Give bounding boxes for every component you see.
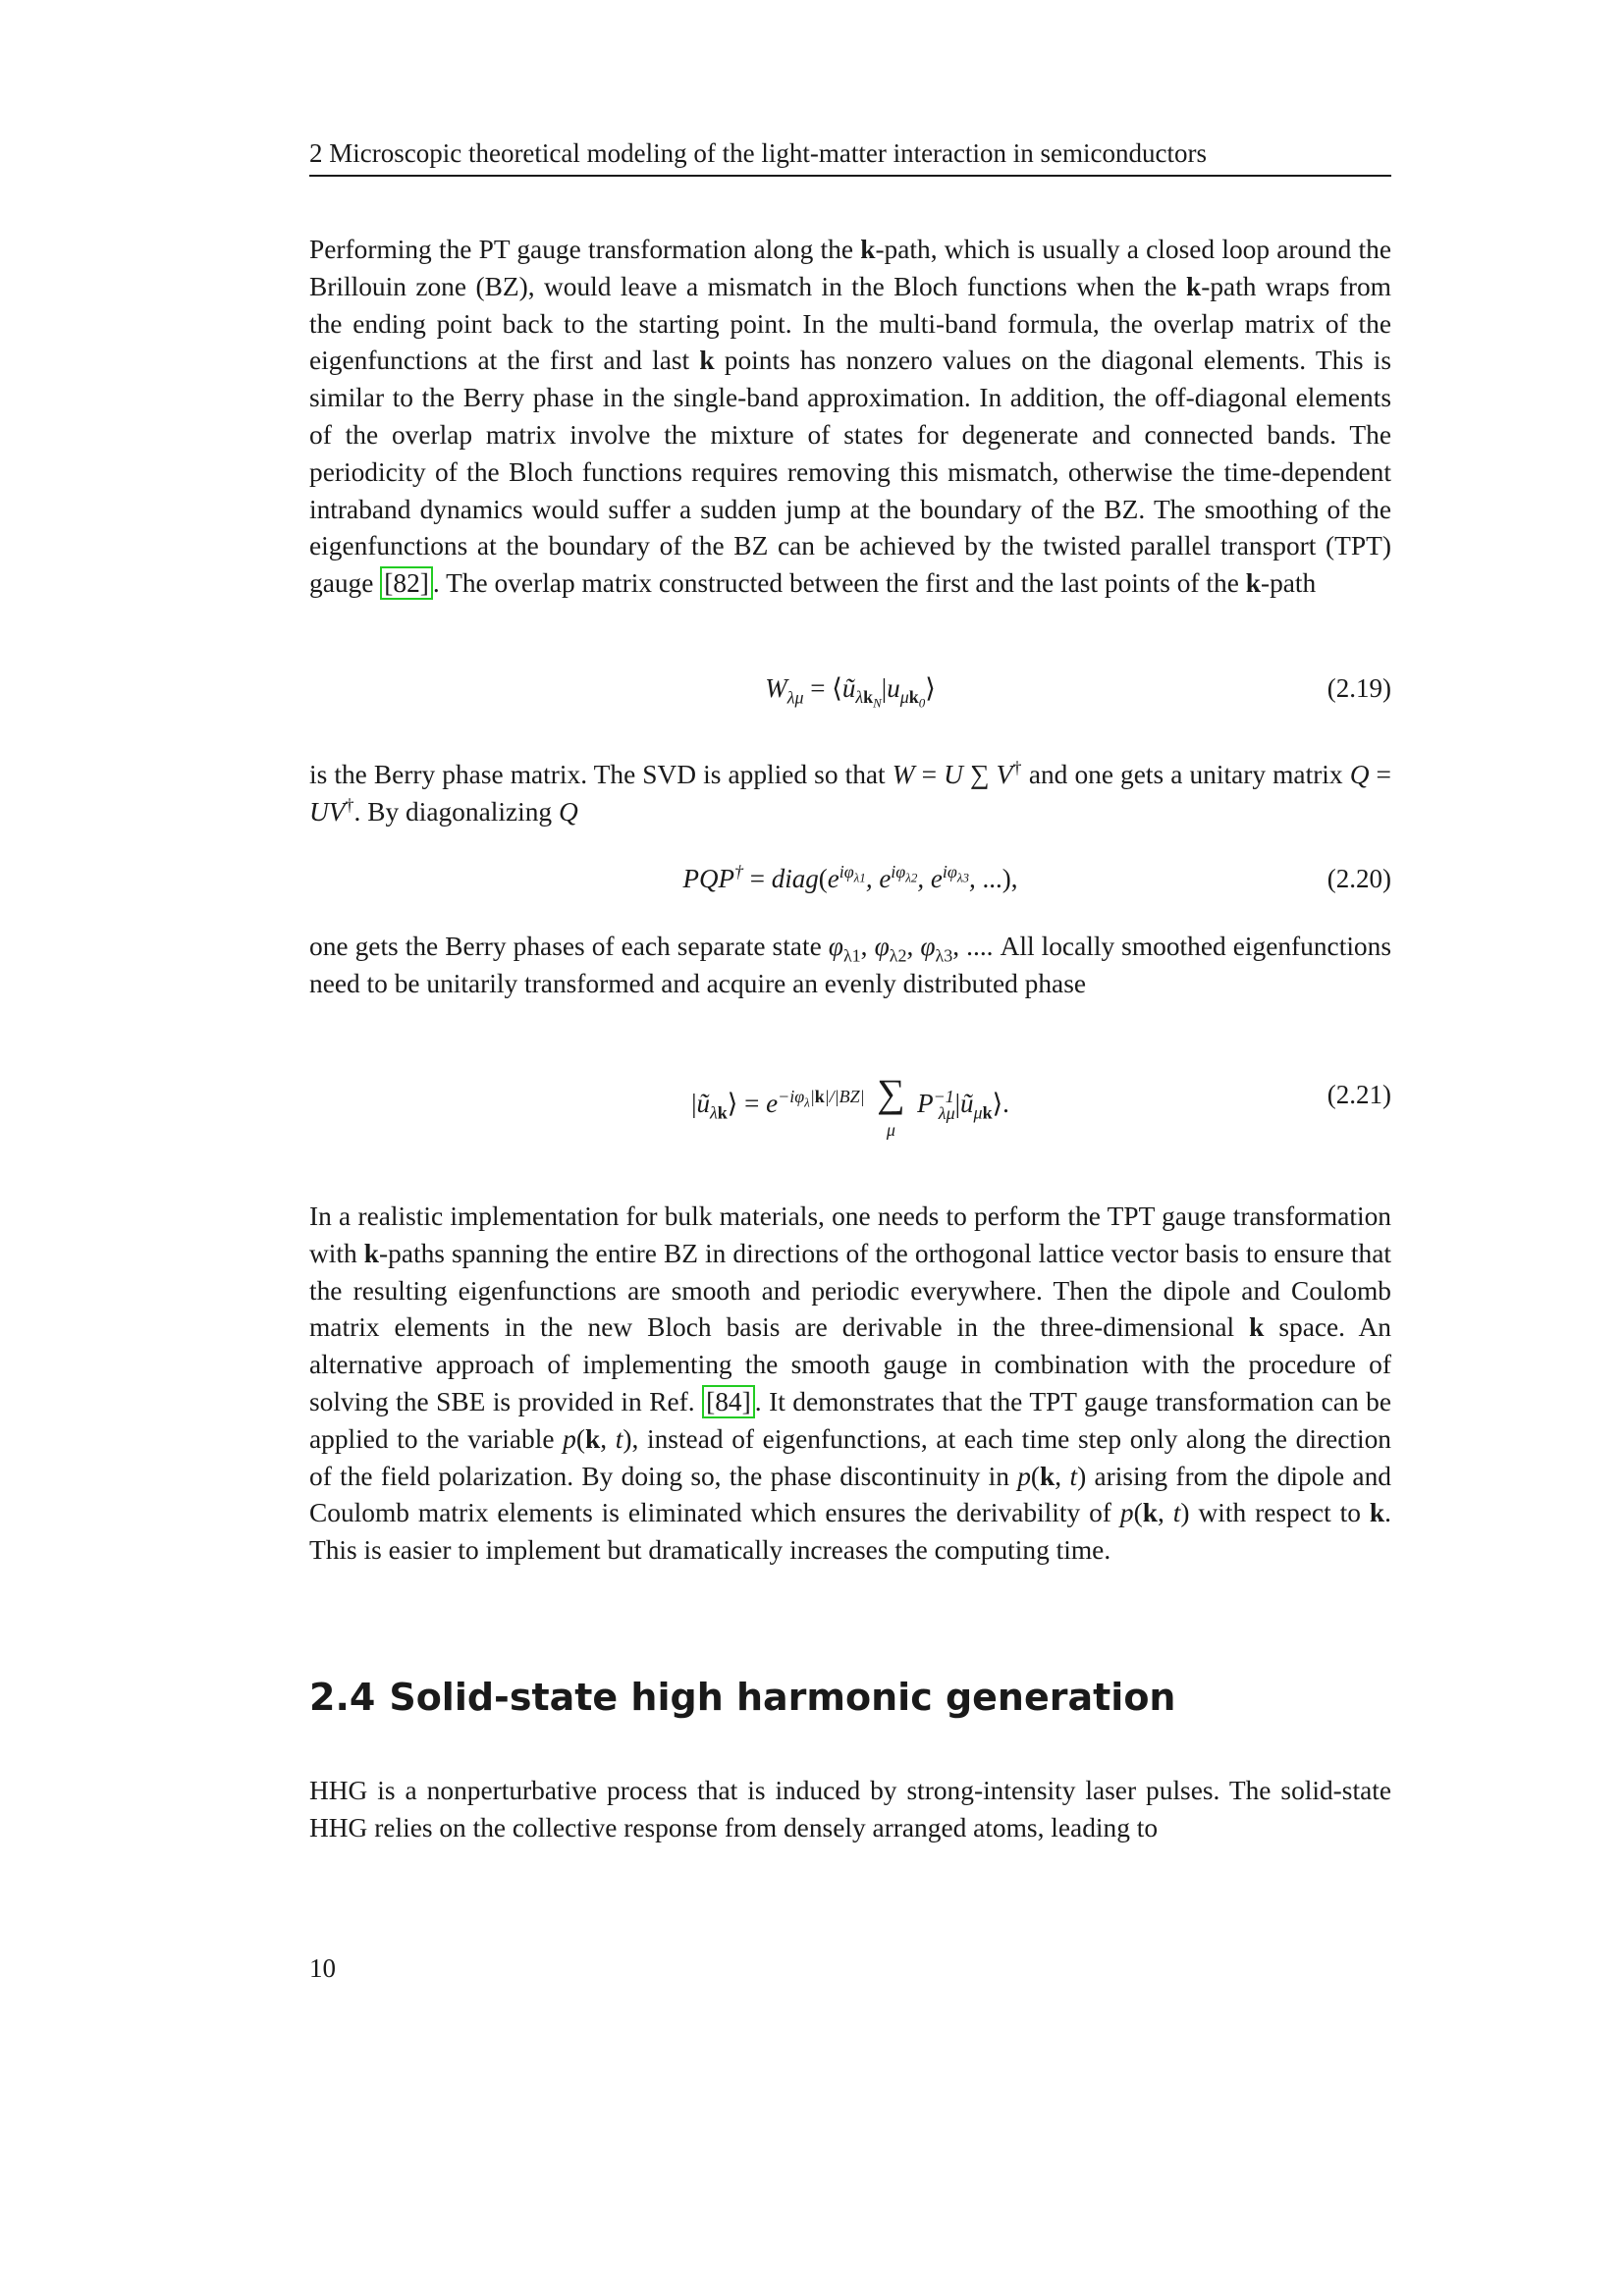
equation-number: (2.21) <box>1326 1080 1391 1109</box>
equation-number: (2.20) <box>1326 864 1391 893</box>
citation-link-84[interactable]: [84] <box>702 1385 755 1418</box>
equation-2-19-formula: $W_{\lambda\mu}$ = $⟨ũ_{\lambda k_N}|u_{\mu k_0}⟩$ <box>765 673 936 711</box>
section-heading <box>309 1674 1175 1721</box>
summation-symbol: ∑ μ <box>877 1071 905 1140</box>
citation-link-82[interactable]: [82] <box>380 566 433 600</box>
equation-number: (2.19) <box>1326 673 1391 703</box>
section-number: 2.4 <box>309 1676 376 1719</box>
paragraph-berry-matrix: is the Berry phase matrix. The SVD is applied so that W = U ∑ V† and one gets a unitary matrix Q = UV†. By diagonalizing Q <box>309 757 1391 827</box>
page-number: 10 <box>309 1953 336 1983</box>
running-header: 2 Microscopic theoretical modeling of the light-matter interaction in semiconductors <box>309 135 1391 177</box>
equation-2-21 <box>309 1071 1391 1158</box>
paragraph-hhg-intro: HHG is a nonperturbative process that is induced by strong-intensity laser pulses. The solid-state HHG relies on the collective response from densely arranged atoms, leading to <box>309 1776 1391 1842</box>
paragraph-berry-phases: one gets the Berry phases of each separate state $\varphi_{\lambda 1}$, $\varphi_{\lambda 2}$, $\varphi_{\lambda 3}$, .... All locally smoothed eigenfunctions need to be unitarily transformed and acquire an evenly distributed phase <box>309 932 1391 998</box>
equation-2-20 <box>309 864 1391 907</box>
equation-2-21-formula: $|ũ_{\lambda k}⟩ = e^{-i\varphi_\lambda|k|/|BZ|}$ ∑ μ $P^{-1}_{\lambda\mu}|ũ_{\mu k}⟩$. <box>691 1071 1009 1140</box>
equation-2-20-formula: $PQP^\dagger = diag(e^{i\varphi_{\lambda 1}}$, $e^{i\varphi_{\lambda 2}}$, $e^{i\varphi_{\lambda 3}}$, ...), <box>682 862 1018 893</box>
paragraph-tpt-implementation: In a realistic implementation for bulk materials, one needs to perform the TPT gauge transformation with k-paths spanning the entire BZ in directions of the orthogonal lattice vector basis to ensure that the resulting eigenfunctions are smooth and periodic everywhere. Then the dipole and Coulomb matrix elements in the new Bloch basis are derivable in the three-dimensional k space. An alternative approach of implementing the smooth gauge in combination with the procedure of solving the SBE is provided in Ref. [84] . It demonstrates that the TPT gauge transformation can be applied to the variable p(k, t), instead of eigenfunctions, at each time step only along the direction of the field polarization. By doing so, the phase discontinuity in p(k, t) arising from the dipole and Coulomb matrix elements is eliminated which ensures the derivability of p(k, t) with respect to k. This is easier to implement but dramatically increases the computing time. <box>309 1201 1392 1566</box>
equation-2-19 <box>309 673 1391 717</box>
section-title-text: Solid-state high harmonic generation <box>389 1676 1176 1719</box>
paragraph-pt-gauge: Performing the PT gauge transformation along the k-path, which is usually a closed loop around the Brillouin zone (BZ), would leave a mismatch in the Bloch functions when the k-path wraps from the ending point back to the starting point. In the multi-band formula, the overlap matrix of the eigenfunctions at the first and last k points has nonzero values on the diagonal elements. This is similar to the Berry phase in the single-band approximation. In addition, the off-diagonal elements of the overlap matrix involve the mixture of states for degenerate and connected bands. The periodicity of the Bloch functions requires removing this mismatch, otherwise the time-dependent intraband dynamics would suffer a sudden jump at the boundary of the BZ. The smoothing of the eigenfunctions at the boundary of the BZ can be achieved by the twisted parallel transport (TPT) gauge [82] . The overlap matrix constructed between the first and the last points of the k-path <box>309 235 1392 599</box>
